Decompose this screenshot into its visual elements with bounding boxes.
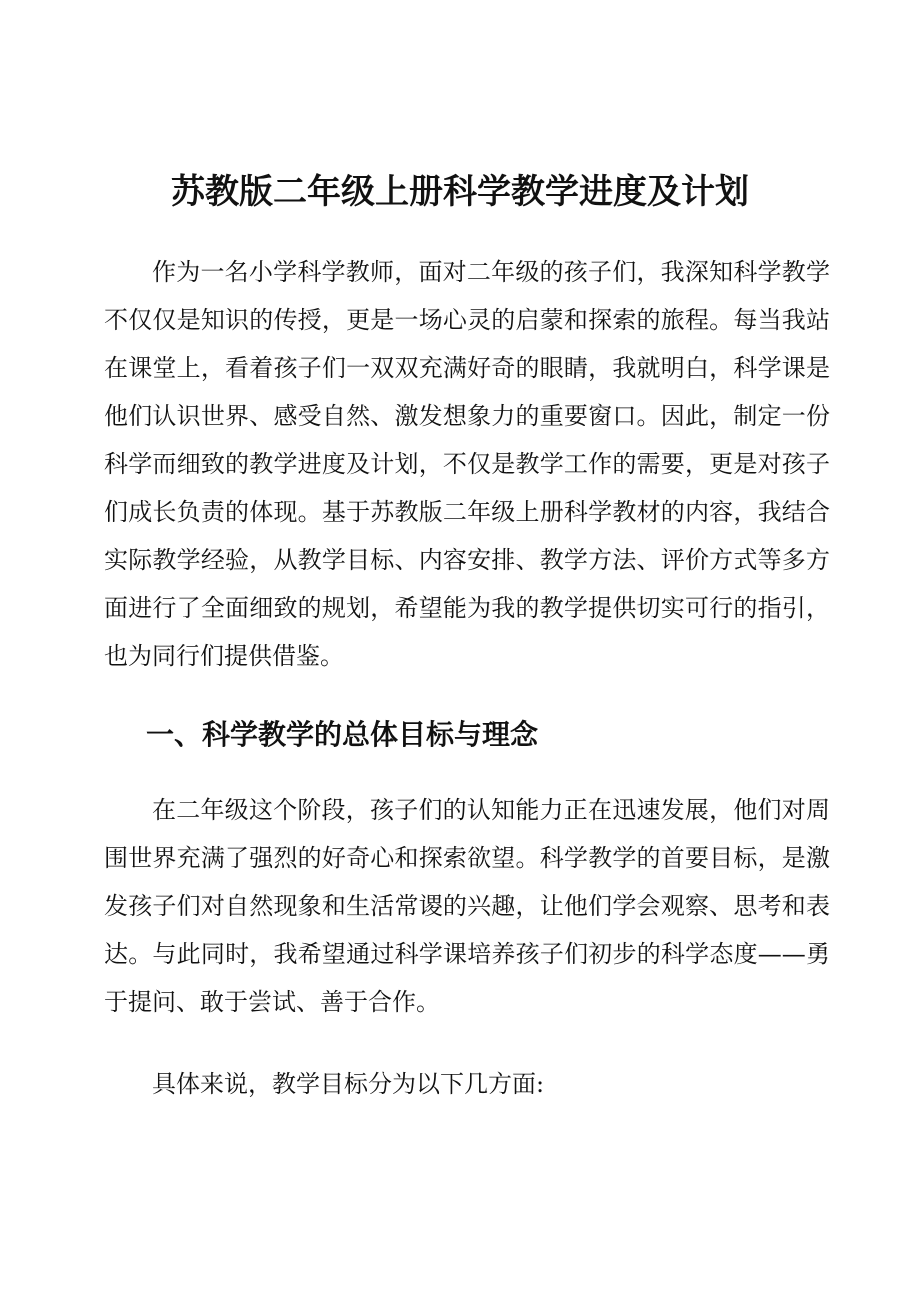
section-lead-paragraph: 具体来说，教学目标分为以下几方面:: [152, 1070, 545, 1098]
page-title: 苏教版二年级上册科学教学进度及计划: [171, 172, 749, 212]
section-paragraph: 在二年级这个阶段，孩子们的认知能力正在迅速发展，他们对周围世界充满了强烈的好奇心和探索欲望。科学教学的首要目标，是激发孩子们对自然现象和生活常谡的兴趣，让他们学会观察、思考和表达。与此同时，我希望通过科学课培养孩子们初步的科学态度——勇于提问、敢于尝试、善于合作。: [104, 796, 830, 1016]
intro-paragraph: 作为一名小学科学教师，面对二年级的孩子们，我深知科学教学不仅仅是知识的传授，更是一场心灵的启蒙和探索的旅程。每当我站在课堂上，看着孩子们一双双充满好奇的眼睛，我就明白，科学课是他们认识世界、感受自然、激发想象力的重要窗口。因此，制定一份科学而细致的教学进度及计划，不仅是教学工作的需要，更是对孩子们成长负责的体现。基于苏教版二年级上册科学教材的内容，我结合实际教学经验，从教学目标、内容安排、教学方法、评价方式等多方面进行了全面细致的规划，希望能为我的教学提供切实可行的指引，也为同行们提供借鉴。: [104, 258, 830, 670]
section-heading: 一、科学教学的总体目标与理念: [146, 718, 539, 751]
